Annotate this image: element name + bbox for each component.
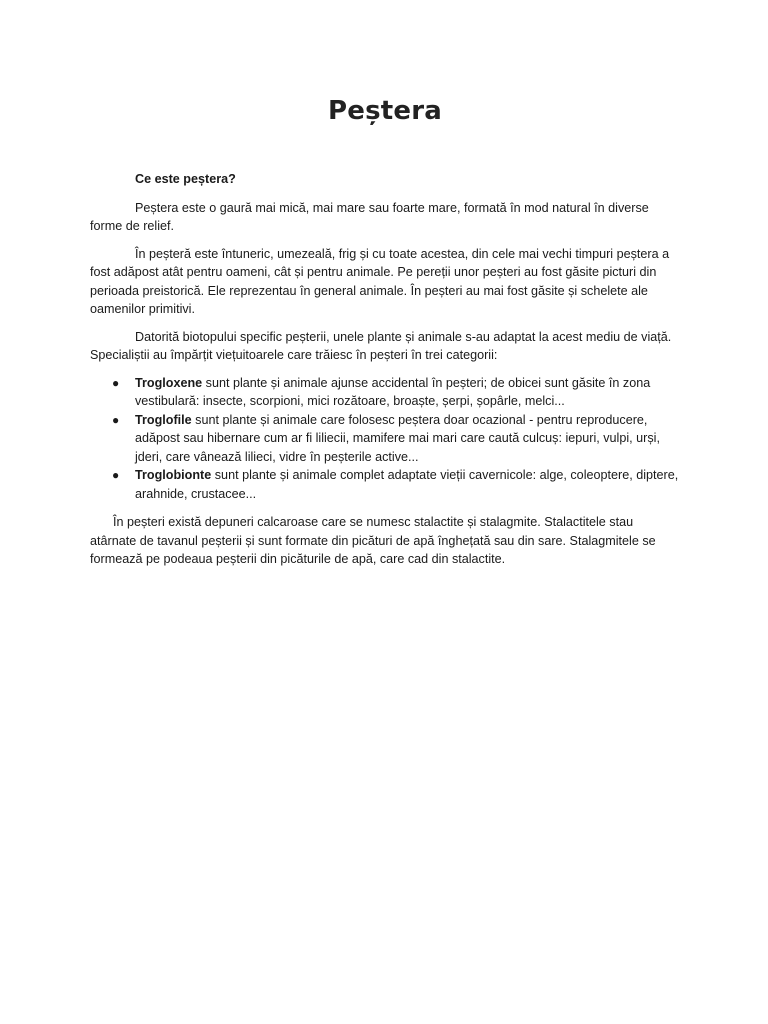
- list-item: [90, 466, 680, 503]
- list-item-text: sunt plante și animale complet adaptate vieții cavernicole: alge, coleoptere, diptere, arahnide, crustacee...: [135, 468, 679, 501]
- bullet-icon: ●: [112, 468, 120, 482]
- list-item-text: sunt plante și animale care folosesc peștera doar ocazional - pentru reproducere, adăpost sau hibernare cum ar fi liliecii, mamifere mai mari care caută culcuș: iepuri, vulpi, urși, jderi, care vânează lilieci, vidre în peșterile active...: [135, 412, 660, 464]
- list-item-term: Trogloxene: [135, 375, 203, 390]
- bullet-icon: ●: [112, 375, 120, 390]
- bullet-icon: ●: [112, 412, 120, 427]
- list-item-text: sunt plante și animale ajunse accidental în peșteri; de obicei sunt găsite în zona vestibulară: insecte, scorpioni, mici rozătoare, broaște, șerpi, șopârle, melci...: [135, 375, 651, 408]
- paragraph-history: În peșteră este întuneric, umezeală, frig și cu toate acestea, din cele mai vechi timpuri peștera a fost adăpost atât pentru oameni, cât și pentru animale. Pe pereții unor peșteri au fost găsite picturi din perioada preistorică. Ele reprezentau în general animale. În peșteri au mai fost găsite și schelete ale oamenilor primitivi.: [90, 246, 670, 316]
- categories-list: [90, 374, 680, 504]
- list-item: [90, 374, 680, 411]
- list-item-term: Troglobionte: [135, 468, 212, 482]
- list-item: [90, 411, 680, 467]
- paragraph-definition: Peștera este o gaură mai mică, mai mare sau foarte mare, formată în mod natural în diverse forme de relief.: [90, 200, 649, 233]
- document-body: [90, 96, 680, 578]
- list-item-term: Troglofile: [135, 412, 192, 427]
- section-question: Ce este peștera?: [135, 172, 236, 186]
- document-title: Peștera: [328, 96, 442, 126]
- paragraph-closing: În peșteri există depuneri calcaroase care se numesc stalactite și stalagmite. Stalactitele stau atârnate de tavanul peșterii și sunt formate din picături de apă înghețată sau din sare. Stalagmitele se formează pe podeaua peșterii din picăturile de apă, care cad din stalactite.: [90, 515, 656, 566]
- paragraph-categories-intro: Datorită biotopului specific peșterii, unele plante și animale s-au adaptat la acest mediu de viață. Specialiștii au împărțit viețuitoarele care trăiesc în peșteri în trei categorii:: [90, 329, 672, 362]
